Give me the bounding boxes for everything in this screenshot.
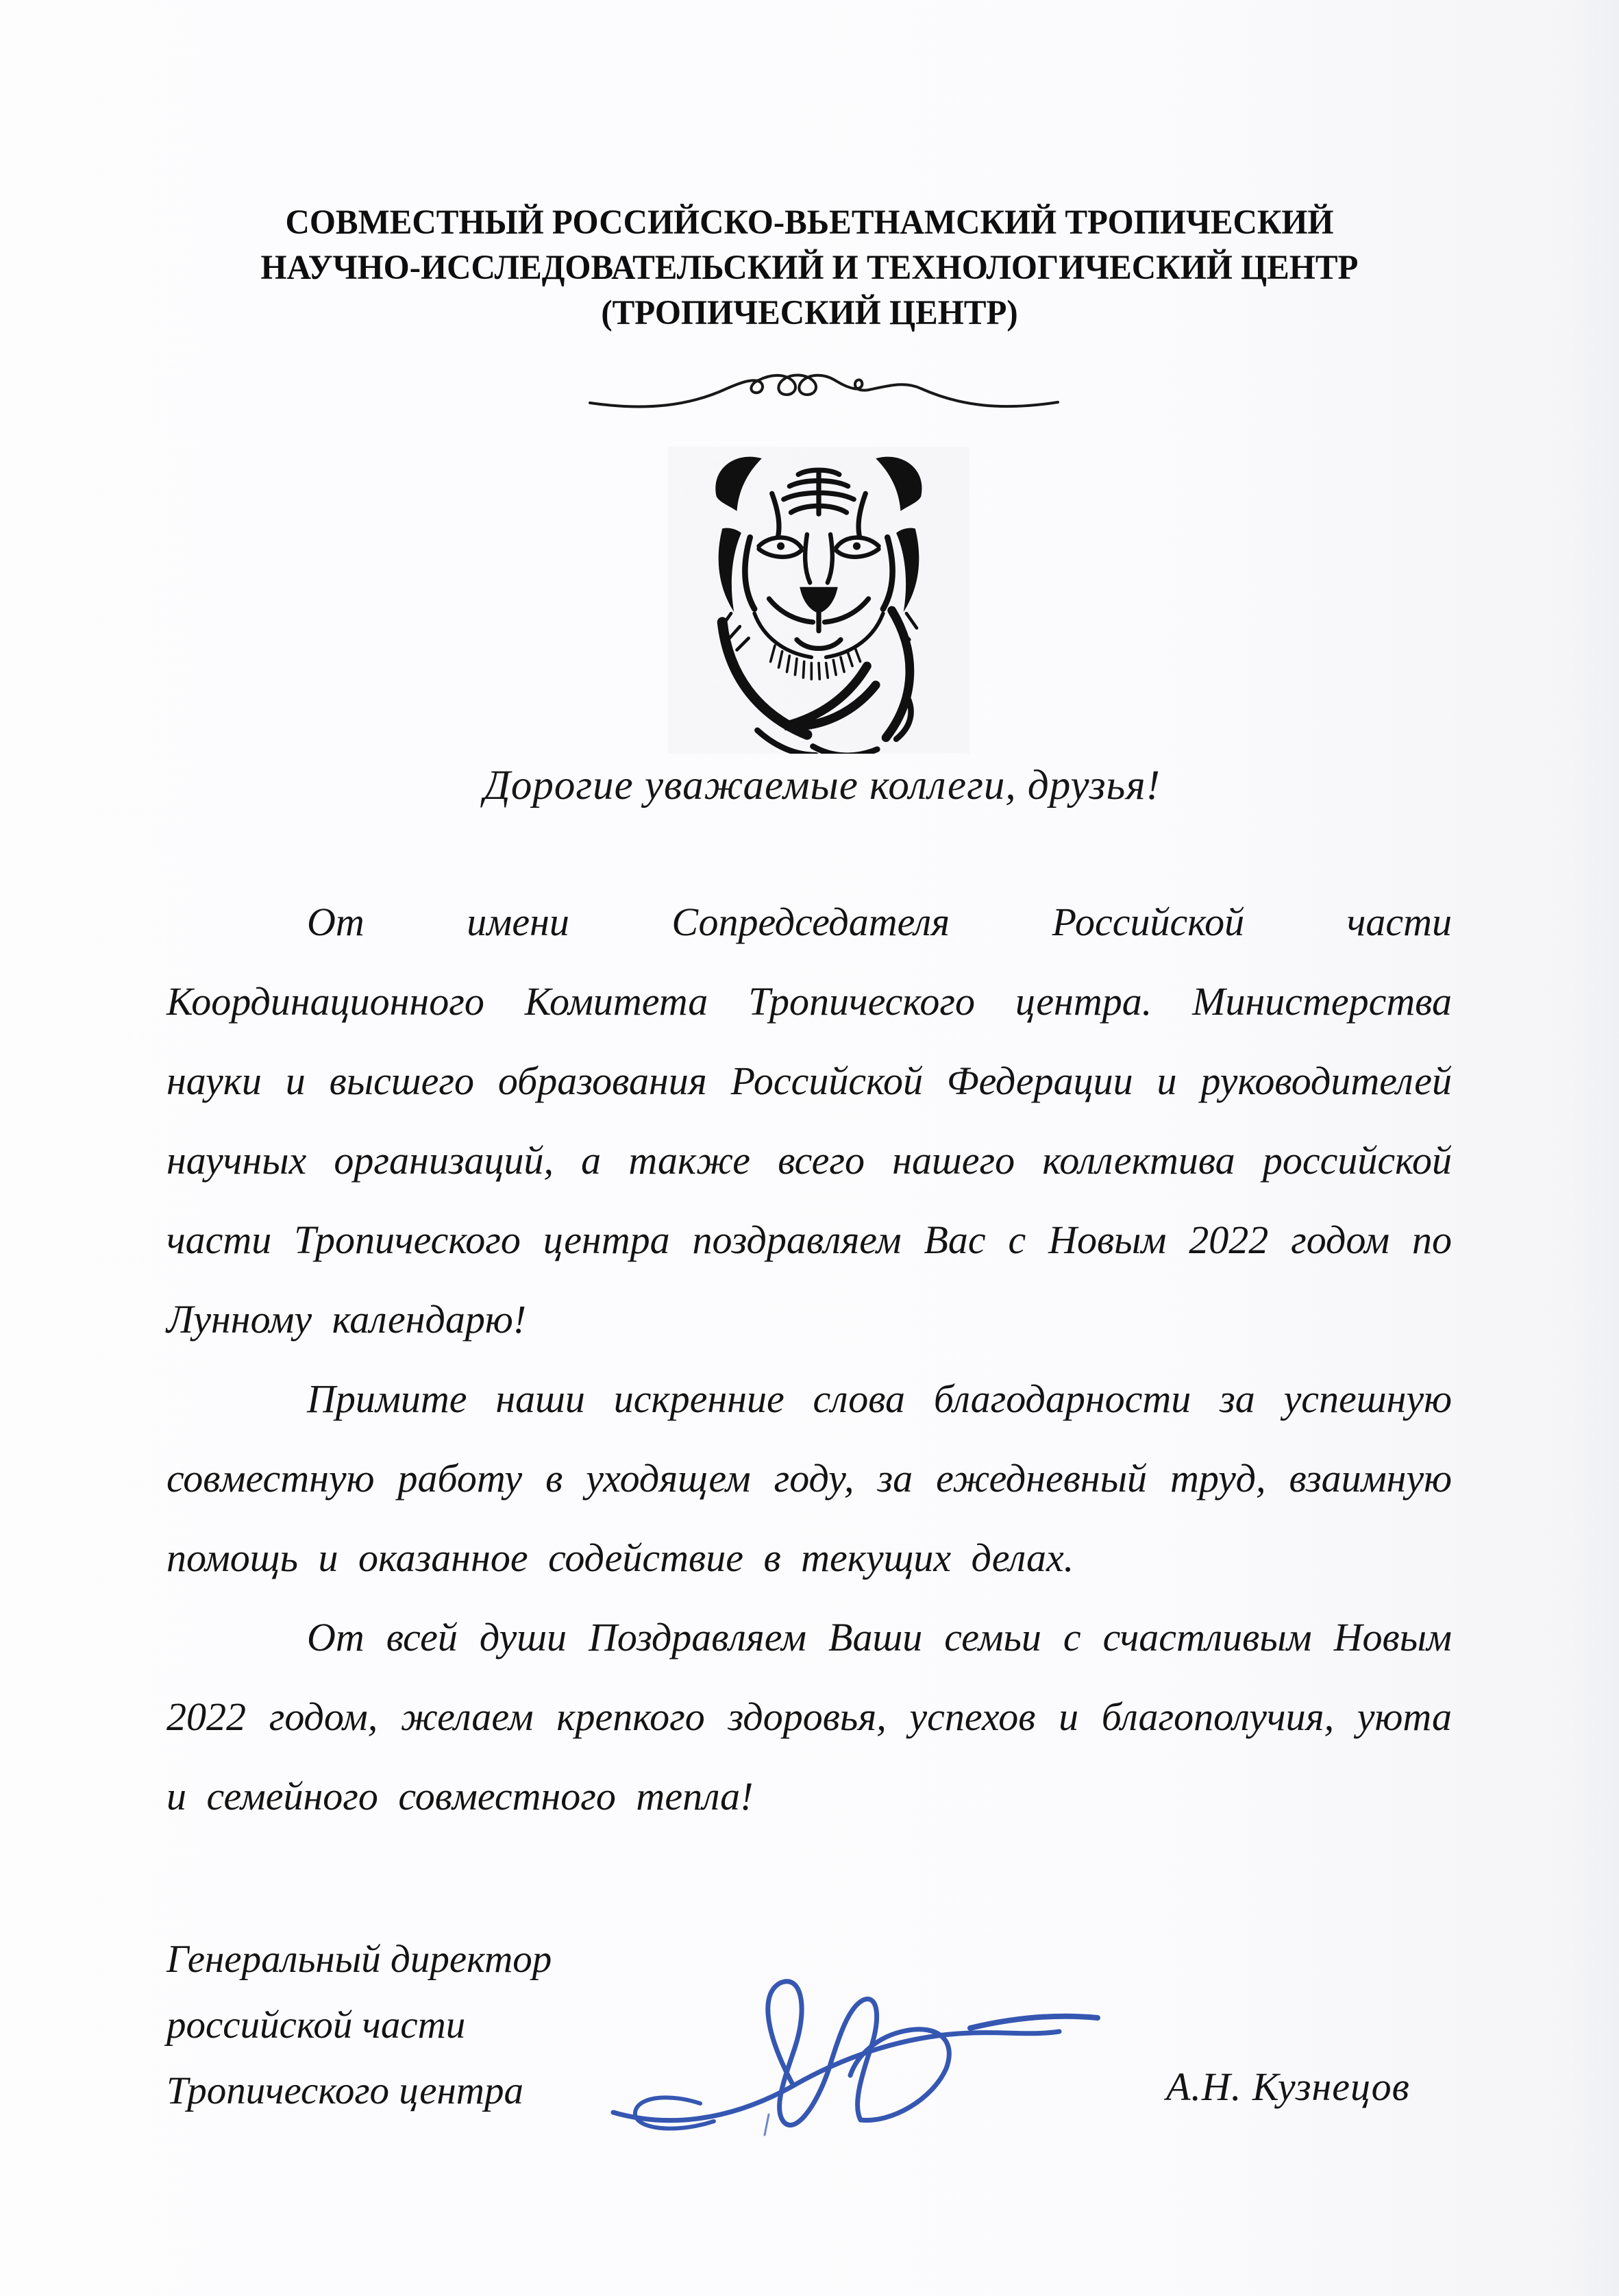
signer-role-line-2: российской части	[166, 2003, 466, 2047]
greeting-line: Дорогие уважаемые коллеги, друзья!	[484, 763, 1161, 808]
tiger-emblem-image	[668, 447, 969, 754]
paragraph-2: Примите наши искренние слова благодарности за успешную совместную работу в уходящем году, за ежедневный труд, взаимную помощь и оказанное содействие в текущих делах.	[166, 1377, 1452, 1580]
signer-name: А.Н. Кузнецов	[1166, 2064, 1410, 2109]
paragraph-1: От имени Сопредседателя Российской части Координационного Комитета Тропического центра. Министерства науки и высшего образования Российской Федерации и руководителей научных организаций, а также всего нашего коллектива российской части Тропического центра поздравляем Вас с Новым 2022 годом по Лунному календарю!	[166, 900, 1452, 1342]
handwritten-signature-image	[589, 1951, 1144, 2157]
letterhead-line-3: (ТРОПИЧЕСКИЙ ЦЕНТР)	[601, 294, 1018, 332]
flourish-divider-icon	[586, 351, 1062, 419]
letterhead-line-2: НАУЧНО-ИССЛЕДОВАТЕЛЬСКИЙ И ТЕХНОЛОГИЧЕСКИЙ ЦЕНТР	[260, 249, 1359, 287]
letter-body	[166, 882, 1452, 1836]
signer-role-line-1: Генеральный директор	[166, 1938, 552, 1981]
paragraph-3: От всей души Поздравляем Ваши семьи с счастливым Новым 2022 годом, желаем крепкого здоровья, успехов и благополучия, уюта и семейного совместного тепла!	[166, 1615, 1452, 1818]
letterhead-title	[0, 200, 1619, 336]
letterhead-line-1: СОВМЕСТНЫЙ РОССИЙСКО-ВЬЕТНАМСКИЙ ТРОПИЧЕСКИЙ	[285, 203, 1334, 242]
signer-role-line-3: Тропического центра	[166, 2069, 523, 2112]
